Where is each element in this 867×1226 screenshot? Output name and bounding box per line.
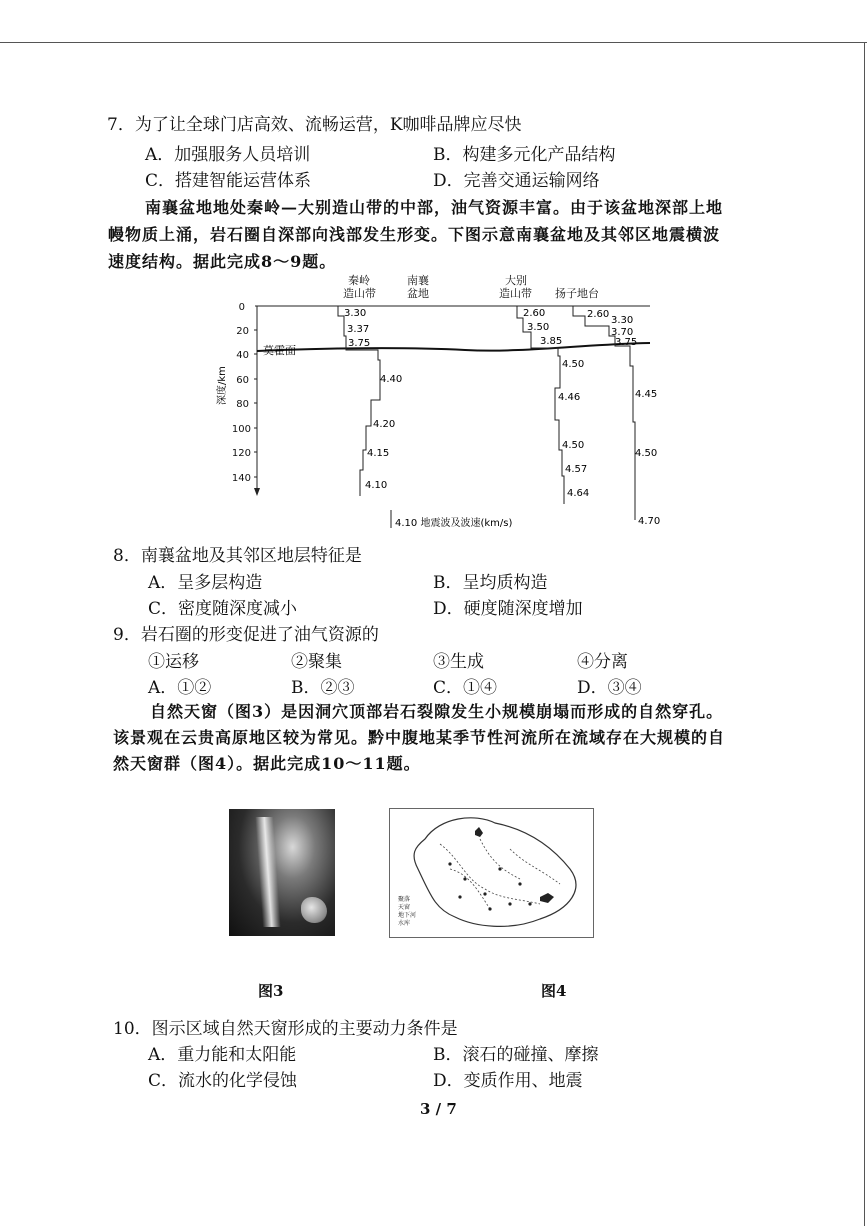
d-v6: 4.50 (562, 440, 585, 451)
legend-reservoir: 水库 (398, 920, 411, 927)
y-v1: 2.60 (587, 309, 610, 320)
q8-option-b[interactable]: B．呈均质构造 (433, 573, 548, 593)
passage2-line2: 该景观在云贵高原地区较为常见。黔中腹地某季节性河流所在流域存在大规模的自 (113, 728, 726, 747)
q10-stem: 10．图示区域自然天窗形成的主要动力条件是 (113, 1019, 458, 1039)
q-v2: 3.37 (347, 324, 370, 335)
q-v6: 4.15 (367, 448, 390, 459)
q7-option-a[interactable]: A．加强服务人员培训 (145, 145, 311, 165)
reservoir-shape (475, 827, 483, 837)
q-v5: 4.20 (373, 419, 396, 430)
tick-100: 100 (231, 424, 251, 435)
q7-option-d[interactable]: D．完善交通运输网络 (433, 171, 600, 191)
passage2-line3: 然天窗群（图4）。据此完成10～11题。 (113, 754, 421, 773)
label-nanxiang-1: 南襄 (407, 274, 429, 287)
q10-option-c[interactable]: C．流水的化学侵蚀 (148, 1071, 298, 1091)
label-dabie-1: 大别 (505, 274, 527, 287)
label-yangzi: 扬子地台 (555, 287, 599, 300)
skylight-photo (229, 809, 335, 936)
y-v3: 3.70 (611, 327, 634, 338)
q-v3: 3.75 (348, 338, 371, 349)
q7-option-b[interactable]: B．构建多元化产品结构 (433, 145, 616, 165)
y-v2: 3.30 (611, 315, 634, 326)
page-right-border (864, 42, 865, 1226)
q8-option-c[interactable]: C．密度随深度减小 (148, 599, 298, 619)
label-nanxiang-2: 盆地 (407, 287, 429, 300)
d-v3: 3.85 (540, 336, 563, 347)
fig3-caption: 图3 (258, 982, 284, 1000)
d-v8: 4.64 (567, 488, 590, 499)
d-v7: 4.57 (565, 464, 588, 475)
y-v4: 3.75 (615, 337, 638, 348)
q9-item-2: ②聚集 (291, 652, 342, 672)
q10-option-b[interactable]: B．滚石的碰撞、摩擦 (433, 1045, 599, 1065)
tick-60: 60 (236, 375, 249, 386)
q9-option-b[interactable]: B．②③ (291, 678, 355, 698)
tick-0: 0 (238, 302, 245, 313)
q9-item-3: ③生成 (433, 652, 484, 672)
q9-item-1: ①运移 (148, 652, 199, 672)
d-v4: 4.50 (562, 359, 585, 370)
watershed-boundary (414, 818, 576, 927)
moho-label: 莫霍面 (263, 344, 296, 357)
q9-option-c[interactable]: C．①④ (433, 678, 498, 698)
q-v1: 3.30 (344, 308, 367, 319)
q7-option-c[interactable]: C．搭建智能运营体系 (145, 171, 312, 191)
tick-20: 20 (236, 326, 249, 337)
tick-80: 80 (236, 399, 249, 410)
light-beam (255, 817, 281, 927)
legend-underground-river: 地下河 (398, 912, 417, 919)
q10-option-d[interactable]: D．变质作用、地震 (433, 1071, 583, 1091)
label-dabie-2: 造山带 (499, 287, 532, 300)
y-axis-label: 深度/km (217, 366, 228, 405)
q7-stem: 7．为了让全球门店高效、流畅运营，K咖啡品牌应尽快 (107, 115, 522, 135)
y-v6: 4.50 (635, 448, 658, 459)
passage1-line1: 南襄盆地地处秦岭—大别造山带的中部，油气资源丰富。由于该盆地深部上地 (145, 198, 724, 217)
tick-140: 140 (231, 473, 251, 484)
boulder (301, 897, 327, 923)
q-v7: 4.10 (365, 480, 388, 491)
q9-stem: 9．岩石圈的形变促进了油气资源的 (113, 625, 379, 645)
q9-option-a[interactable]: A．①② (148, 678, 212, 698)
reservoir-shape-2 (540, 893, 554, 903)
tick-120: 120 (231, 448, 251, 459)
d-v5: 4.46 (558, 392, 581, 403)
skylight-map (389, 808, 594, 938)
q8-option-a[interactable]: A．呈多层构造 (148, 573, 263, 593)
q8-stem: 8．南襄盆地及其邻区地层特征是 (113, 546, 362, 566)
label-qinling-1: 秦岭 (348, 274, 370, 287)
passage1-line2: 幔物质上涌，岩石圈自深部向浅部发生形变。下图示意南襄盆地及其邻区地震横波 (108, 225, 721, 244)
y-v5: 4.45 (635, 389, 658, 400)
passage2-line1: 自然天窗（图3）是因洞穴顶部岩石裂隙发生小规模崩塌而形成的自然穿孔。 (150, 702, 724, 721)
y-v7: 4.70 (638, 516, 661, 527)
moho-line (257, 343, 650, 351)
legend-skylight: 天窗 (398, 904, 411, 911)
legend-settlement: 聚落 (398, 896, 411, 903)
q9-option-d[interactable]: D．③④ (577, 678, 642, 698)
q10-option-a[interactable]: A．重力能和太阳能 (148, 1045, 297, 1065)
label-qinling-2: 造山带 (343, 287, 376, 300)
passage1-line3: 速度结构。据此完成8～9题。 (108, 252, 337, 271)
seismic-velocity-figure (205, 270, 675, 532)
page-top-border (0, 42, 867, 43)
page-number: 3 / 7 (420, 1100, 457, 1118)
tick-40: 40 (236, 350, 249, 361)
q8-option-d[interactable]: D．硬度随深度增加 (433, 599, 583, 619)
d-v2: 3.50 (527, 322, 550, 333)
fig4-caption: 图4 (541, 982, 567, 1000)
d-v1: 2.60 (523, 308, 546, 319)
q-v4: 4.40 (380, 374, 403, 385)
y-axis-arrow (254, 488, 260, 496)
q9-item-4: ④分离 (577, 652, 628, 672)
figure-legend: 4.10 地震波及波速(km/s) (395, 518, 513, 529)
